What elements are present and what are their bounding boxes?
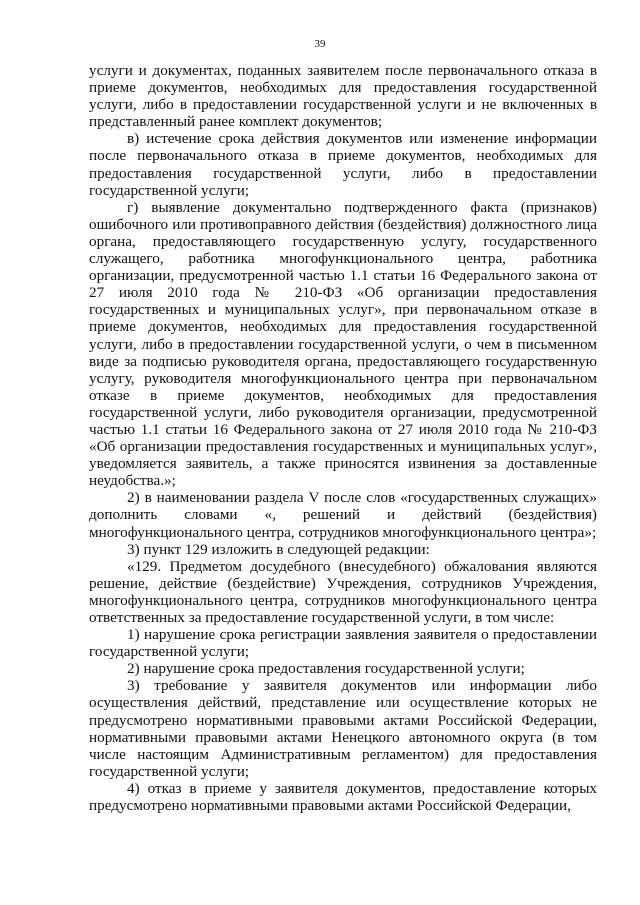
paragraph: г) выявление документально подтвержденного факта (признаков) ошибочного или противоправного действия (бездействия) должностного лица органа, предоставляющего государственную услугу, государственного служащего, работника многофункционального центра, работника организации, предусмотренной частью 1.1 статьи 16 Федерального закона от 27 июля 2010 года № 210-ФЗ «Об организации предоставления государственных и муниципальных услуг», при первоначальном отказе в приеме документов, необходимых для предоставления государственной услуги, либо в предоставлении государственной услуги, о чем в письменном виде за подписью руководителя органа, предоставляющего государственную услугу, руководителя многофункционального центра при первоначальном отказе в приеме документов, необходимых для предоставления государственной услуги, либо руководителя организации, предусмотренной частью 1.1 статьи 16 Федерального закона от 27 июля 2010 года № 210-ФЗ «Об организации предоставления государственных и муниципальных услуг», уведомляется заявитель, а также приносятся извинения за доставленные неудобства.»; — [89, 198, 597, 490]
document-body — [89, 62, 597, 814]
paragraph: 4) отказ в приеме у заявителя документов, предоставление которых предусмотрено нормативными правовыми актами Российской Федерации, — [89, 779, 597, 815]
paragraph: 1) нарушение срока регистрации заявления заявителя о предоставлении государственной услуги; — [89, 626, 597, 661]
paragraph: 3) требование у заявителя документов или информации либо осуществления действий, представление или осуществление которых не предусмотрено нормативными правовыми актами Российской Федерации, нормативными правовыми актами Ненецкого автономного округа (в том числе настоящим Административным регламентом) для предоставления государственной услуги; — [89, 677, 597, 780]
paragraph: «129. Предметом досудебного (внесудебного) обжалования являются решение, действие (бездействие) Учреждения, сотрудников Учреждения, многофункционального центра, сотрудников многофункционального центра ответственных за предоставление государственной услуги, в том числе: — [89, 557, 597, 626]
paragraph: услуги и документах, поданных заявителем после первоначального отказа в приеме документов, необходимых для предоставления государственной услуги, либо в предоставлении государственной услуги и не включенных в представленный ранее комплект документов; — [89, 62, 597, 131]
paragraph: 2) в наименовании раздела V после слов «государственных служащих» дополнить словами «, решений и действий (бездействия) многофункционального центра, сотрудников многофункционального центра»; — [89, 489, 597, 541]
paragraph: 2) нарушение срока предоставления государственной услуги; — [127, 660, 525, 678]
page-number: 39 — [314, 38, 326, 50]
paragraph: 3) пункт 129 изложить в следующей редакции: — [127, 540, 430, 558]
paragraph: в) истечение срока действия документов или изменение информации после первоначального отказа в приеме документов, необходимых для предоставления государственной услуги, либо в предоставлении государственной услуги; — [89, 130, 597, 199]
